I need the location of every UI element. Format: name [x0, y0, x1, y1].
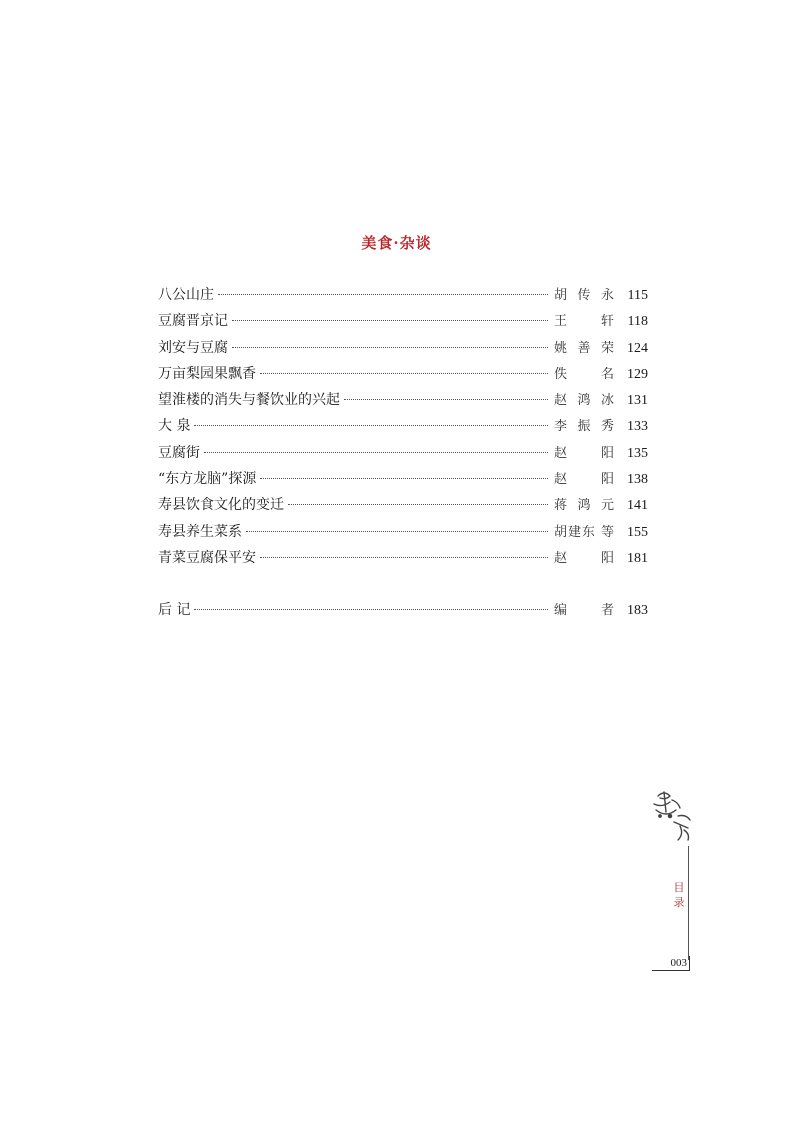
entry-title: 豆腐晋京记 [158, 313, 228, 330]
dot-leader [218, 294, 548, 295]
dot-leader [344, 399, 548, 400]
toc-entry-afterword[interactable] [158, 597, 648, 623]
floral-calligraphy-ornament-icon [644, 786, 700, 846]
toc-entry[interactable] [158, 282, 648, 308]
entry-page: 129 [627, 366, 648, 382]
entry-title: 望淮楼的消失与餐饮业的兴起 [158, 392, 340, 409]
dot-leader [204, 452, 548, 453]
entry-title: 豆腐街 [158, 444, 200, 461]
section-label: 目录 [673, 881, 685, 909]
entry-author: 王 轩 [554, 314, 614, 330]
entry-page: 118 [627, 314, 648, 330]
entry-author: 姚善荣 [554, 340, 614, 356]
entry-page: 115 [627, 288, 648, 303]
entry-author: 编 者 [554, 603, 614, 619]
entry-title: 寿县饮食文化的变迁 [158, 497, 284, 514]
dot-leader [194, 609, 548, 610]
toc-entry[interactable] [158, 545, 648, 571]
toc-entry[interactable] [158, 440, 648, 466]
entry-author: 赵 阳 [554, 550, 614, 566]
entry-author: 胡传永 [554, 288, 614, 303]
entry-author: 佚 名 [554, 366, 614, 382]
toc-entry[interactable] [158, 308, 648, 334]
toc-entry[interactable] [158, 492, 648, 518]
entry-author: 李振秀 [554, 419, 614, 435]
entry-page: 135 [627, 445, 648, 461]
toc-entry[interactable] [158, 519, 648, 545]
table-of-contents [158, 282, 648, 624]
dot-leader [288, 504, 548, 505]
toc-entry[interactable] [158, 413, 648, 439]
dot-leader [260, 557, 548, 558]
entry-title: 八公山庄 [158, 287, 214, 303]
entry-title: 寿县养生菜系 [158, 523, 242, 540]
toc-entry[interactable] [158, 466, 648, 492]
entry-author: 赵 阳 [554, 472, 614, 488]
toc-entry[interactable] [158, 361, 648, 387]
entry-page: 183 [627, 603, 648, 619]
entry-page: 141 [627, 498, 648, 514]
entry-author: 胡建东 等 [554, 524, 614, 540]
entry-page: 133 [627, 419, 648, 435]
entry-title: 大 泉 [158, 418, 191, 435]
dot-leader [194, 425, 548, 426]
entry-author: 赵 阳 [554, 445, 614, 461]
section-title: 美食·杂谈 [361, 234, 432, 252]
entry-author: 赵鸿冰 [554, 393, 614, 409]
dot-leader [246, 531, 548, 532]
entry-page: 155 [627, 524, 648, 540]
dot-leader [260, 373, 548, 374]
vertical-rule [688, 846, 689, 960]
entry-title: 万亩梨园果飘香 [158, 365, 256, 382]
entry-page: 124 [627, 340, 648, 356]
toc-entry[interactable] [158, 335, 648, 361]
entry-author: 蒋鸿元 [554, 498, 614, 514]
entry-page: 131 [627, 393, 648, 409]
spacer [158, 571, 648, 597]
dot-leader [260, 478, 548, 479]
toc-entry[interactable] [158, 387, 648, 413]
page-number: 003 [652, 956, 690, 971]
entry-title: 青菜豆腐保平安 [158, 549, 256, 566]
entry-page: 138 [627, 472, 648, 488]
entry-title: “东方龙脑”探源 [158, 471, 257, 488]
dot-leader [232, 320, 548, 321]
entry-title: 后 记 [158, 602, 191, 619]
dot-leader [232, 347, 548, 348]
entry-title: 刘安与豆腐 [158, 339, 228, 356]
entry-page: 181 [627, 550, 648, 566]
